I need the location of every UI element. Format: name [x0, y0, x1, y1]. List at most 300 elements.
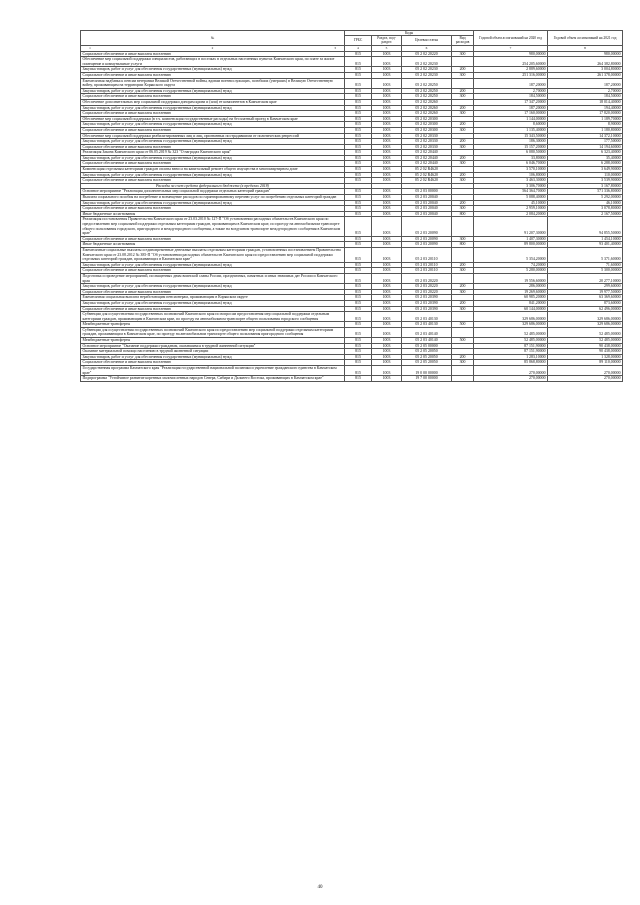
- row-amount-2021: 264 382,80000: [548, 57, 623, 67]
- row-grbs: 815: [345, 78, 372, 88]
- header-grbs: ГРБС: [345, 36, 372, 45]
- row-name: Основное мероприятие "Реализация дополнительных мер социальной поддержки отдельных категорий граждан": [81, 189, 345, 195]
- row-target-article: 05 2 05 20050: [402, 349, 452, 355]
- row-grbs: 815: [345, 268, 372, 274]
- row-amount-2020: 6 046,70000: [474, 161, 548, 167]
- row-amount-2021: 3 649,90000: [548, 167, 623, 173]
- row-target-article: 05 2 02 R4620: [402, 167, 452, 173]
- row-section: 1003: [372, 155, 402, 161]
- row-name: Компенсация отдельным категориям граждан оплаты взноса на капитальный ремонт общего имущества в многоквартирном доме: [81, 167, 345, 173]
- row-amount-2020: 564 364,70000: [474, 189, 548, 195]
- row-amount-2021: 1 189,70000: [548, 116, 623, 122]
- header-razdel: Раздел, под-раздел: [372, 36, 402, 45]
- row-section: 1003: [372, 200, 402, 206]
- row-target-article: 05 2 03 20390: [402, 300, 452, 306]
- row-expense-type: 200: [452, 172, 474, 178]
- row-name: Социальное обеспечение и иные выплаты населению: [81, 161, 345, 167]
- row-name: Обеспечение мер социальной поддержки специалистов, работающих в поселках в отдельных населенных пунктах Камчатского края, по плате за жилое помещение и коммунальные услуги: [81, 57, 345, 67]
- row-target-article: 05 2 03 20390: [402, 306, 452, 312]
- row-target-article: 05 2 02 20250: [402, 78, 452, 88]
- row-name: Реализация Закона Камчатского края от 06.05.2019 № 323 "О наградах Камчатского края": [81, 150, 345, 156]
- row-section: 1003: [372, 295, 402, 301]
- row-amount-2021: 177,50000: [548, 139, 623, 145]
- table-row: [81, 312, 623, 322]
- row-section: 1003: [372, 51, 402, 57]
- header-expense-type: Вид расходов: [452, 36, 474, 45]
- row-grbs: 815: [345, 206, 372, 212]
- row-amount-2021: 5 371,60000: [548, 247, 623, 262]
- row-expense-type: [452, 247, 474, 262]
- row-amount-2021: 17 820,00000: [548, 111, 623, 117]
- row-amount-2020: 106,80000: [474, 172, 548, 178]
- row-target-article: 19 0 00 00000: [402, 366, 452, 376]
- row-amount-2020: 89 800,00000: [474, 242, 548, 248]
- row-section: 1003: [372, 127, 402, 133]
- row-expense-type: 200: [452, 139, 474, 145]
- row-expense-type: 300: [452, 72, 474, 78]
- row-amount-2020: 45,10000: [474, 200, 548, 206]
- row-grbs: 815: [345, 366, 372, 376]
- row-grbs: 815: [345, 247, 372, 262]
- row-amount-2021: 571 336,80000: [548, 189, 623, 195]
- row-expense-type: [452, 57, 474, 67]
- row-amount-2021: 14 372,10000: [548, 133, 623, 139]
- row-name: Межбюджетные трансферты: [81, 322, 345, 328]
- row-amount-2020: 19 556,60000: [474, 273, 548, 283]
- row-amount-2021: 20 277,10000: [548, 273, 623, 283]
- row-amount-2021: 8,90000: [548, 122, 623, 128]
- row-amount-2021: 6 288,00000: [548, 161, 623, 167]
- row-expense-type: 200: [452, 122, 474, 128]
- row-amount-2020: 3 570,10000: [474, 167, 548, 173]
- row-grbs: 815: [345, 167, 372, 173]
- row-target-article: 05 2 03 20040: [402, 200, 452, 206]
- row-target-article: 19 7 00 00000: [402, 376, 452, 382]
- row-name: Подготовка и проведение мероприятий, посвященных дням воинской славы России, праздничных, памятных и иных значимых дат России и Камчатского края: [81, 273, 345, 283]
- row-amount-2020: 8,60000: [474, 122, 548, 128]
- row-amount-2021: 6 323,40000: [548, 150, 623, 156]
- row-grbs: 815: [345, 289, 372, 295]
- row-target-article: 05 2 02 20230: [402, 57, 452, 67]
- row-name: Реализация постановления Правительства Камчатского края от 23.03.2010 № 127-П "Об установлении расходных обязательств Камчатского края по предоставлению мер социальной поддержки отдельным категориям граждан, проживающим в Камчатском крае, по проезду на автомобильном транспорте общего пользования городского, пригородного и междугородного сообщения, а также на воздушном транспорте междугородного сообщения в Камчатском крае": [81, 217, 345, 236]
- row-target-article: 05 2 02 R4620: [402, 172, 452, 178]
- row-name: Закупка товаров, работ и услуг для обеспечения государственных (муниципальных) нужд: [81, 200, 345, 206]
- row-expense-type: 200: [452, 67, 474, 73]
- row-target-article: 05 2 02 R4620: [402, 178, 452, 184]
- row-target-article: 05 2 02 20250: [402, 88, 452, 94]
- row-amount-2021: 90 438,00000: [548, 349, 623, 355]
- row-name: Ежемесячные социальные выплаты и единовременные денежные выплаты отдельным категориям граждан, установленных постановлением Правительства Камчатского края от 23.08.2012 № 385-П "Об установлении расходных обязательств Камчатского края по предоставлению мер социальной поддержки отдельных категорий граждан, проживающих в Камчатском крае": [81, 247, 345, 262]
- row-section: 1003: [372, 300, 402, 306]
- row-amount-2021: 329 686,00000: [548, 312, 623, 322]
- row-name: Закупка товаров, работ и услуг для обеспечения государственных (муниципальных) нужд: [81, 262, 345, 268]
- row-section: 1003: [372, 206, 402, 212]
- table-row: [81, 273, 623, 283]
- row-amount-2020: 91 207,30000: [474, 217, 548, 236]
- row-target-article: 05 2 03 20220: [402, 289, 452, 295]
- row-target-article: 05 2 03 40140: [402, 338, 452, 344]
- row-grbs: 815: [345, 200, 372, 206]
- row-name: Ежемесячная надбавка к пенсии ветеранам Великой Отечественной войны, вдовам военнослужащих, погибших (умерших) в Великую Отечественную войну, проживающим на территории Корякского округа: [81, 78, 345, 88]
- row-grbs: 815: [345, 116, 372, 122]
- row-name: Иные бюджетные ассигнования: [81, 211, 345, 217]
- row-grbs: 815: [345, 306, 372, 312]
- row-amount-2020: 254 205,60000: [474, 57, 548, 67]
- row-amount-2021: 52 485,00000: [548, 338, 623, 344]
- table-row: [81, 57, 623, 67]
- row-amount-2020: 52 485,00000: [474, 338, 548, 344]
- row-grbs: 815: [345, 376, 372, 382]
- row-amount-2020: 5 088,40000: [474, 195, 548, 201]
- row-amount-2021: 3 004,80000: [548, 67, 623, 73]
- row-expense-type: 300: [452, 360, 474, 366]
- row-target-article: 05 2 03 40130: [402, 312, 452, 322]
- row-section: 1003: [372, 122, 402, 128]
- row-expense-type: 200: [452, 200, 474, 206]
- row-grbs: 815: [345, 349, 372, 355]
- row-section: 1003: [372, 167, 402, 173]
- row-section: 1003: [372, 247, 402, 262]
- row-amount-2021: 63 369,60000: [548, 295, 623, 301]
- row-amount-2020: 186,30000: [474, 139, 548, 145]
- row-target-article: 05 2 05 20050: [402, 354, 452, 360]
- row-name: Социальное обеспечение и иные выплаты населению: [81, 72, 345, 78]
- row-section: 1003: [372, 376, 402, 382]
- row-section: 1003: [372, 78, 402, 88]
- row-section: 1003: [372, 349, 402, 355]
- row-name: Основное мероприятие "Оказание поддержки гражданам, оказавшимся в трудной жизненной ситуации": [81, 343, 345, 349]
- row-name: Подпрограмма "Устойчивое развитие коренных малочисленных народов Севера, Сибири и Дальнего Востока, проживающих в Камчатском крае": [81, 376, 345, 382]
- row-section: 1003: [372, 178, 402, 184]
- row-amount-2020: 1 135,40000: [474, 127, 548, 133]
- row-section: 1003: [372, 343, 402, 349]
- row-amount-2020: 87 151,90000: [474, 343, 548, 349]
- row-section: 1003: [372, 312, 402, 322]
- row-grbs: 815: [345, 242, 372, 248]
- row-section: 1003: [372, 217, 402, 236]
- row-target-article: 05 2 03 20090: [402, 242, 452, 248]
- row-grbs: 815: [345, 57, 372, 67]
- row-name: Обеспечение дополнительных мер социальной поддержки донорам крови и (или) ее компонентов в Камчатском крае: [81, 99, 345, 105]
- row-amount-2020: 87 151,90000: [474, 349, 548, 355]
- row-amount-2021: 5 300,00000: [548, 268, 623, 274]
- row-expense-type: [452, 366, 474, 376]
- row-expense-type: [452, 376, 474, 382]
- row-expense-type: [452, 312, 474, 322]
- table-row: [81, 366, 623, 376]
- header-year-2021: Годовой объем ассигнований на 2021 год: [548, 31, 623, 46]
- row-expense-type: 300: [452, 144, 474, 150]
- page-number: 40: [317, 885, 323, 890]
- row-target-article: 05 2 02 20300: [402, 122, 452, 128]
- row-grbs: 815: [345, 343, 372, 349]
- row-target-article: 05 2 03 40130: [402, 322, 452, 328]
- row-amount-2020: 1 407,30000: [474, 236, 548, 242]
- row-grbs: 815: [345, 67, 372, 73]
- row-amount-2020: 1 144,00000: [474, 116, 548, 122]
- row-name: Закупка товаров, работ и услуг для обеспечения государственных (муниципальных) нужд: [81, 172, 345, 178]
- row-expense-type: 200: [452, 88, 474, 94]
- row-name: Социальное обеспечение и иные выплаты населению: [81, 268, 345, 274]
- row-grbs: 815: [345, 111, 372, 117]
- row-name: Социальное обеспечение и иные выплаты населению: [81, 206, 345, 212]
- row-section: 1003: [372, 133, 402, 139]
- row-name: Расходы за счет средств федерального бюджета (в пределах 2018): [81, 183, 345, 189]
- row-name: Ежемесячная социальная выплата неработающим пенсионерам, проживающим в Корякском округе: [81, 295, 345, 301]
- row-target-article: 05 2 03 20220: [402, 284, 452, 290]
- row-section: 1003: [372, 306, 402, 312]
- row-grbs: 815: [345, 273, 372, 283]
- row-target-article: 05 2 02 20330: [402, 133, 452, 139]
- row-grbs: 815: [345, 338, 372, 344]
- row-grbs: 815: [345, 122, 372, 128]
- row-grbs: 815: [345, 150, 372, 156]
- row-name: Социальное обеспечение и иные выплаты населению: [81, 289, 345, 295]
- row-name: Закупка товаров, работ и услуг для обеспечения государственных (муниципальных) нужд: [81, 354, 345, 360]
- row-amount-2021: 187,20000: [548, 78, 623, 88]
- row-amount-2021: 90 438,00000: [548, 343, 623, 349]
- row-target-article: 05 2 02 20330: [402, 144, 452, 150]
- row-amount-2021: 3 539,90000: [548, 178, 623, 184]
- row-name: Социальное обеспечение и иные выплаты населению: [81, 94, 345, 100]
- row-amount-2020: 17 347,20000: [474, 99, 548, 105]
- row-section: 1003: [372, 111, 402, 117]
- row-section: 1003: [372, 284, 402, 290]
- row-amount-2021: 980,00000: [548, 51, 623, 57]
- table-header: [81, 31, 623, 52]
- row-amount-2021: 5 292,00000: [548, 195, 623, 201]
- header-number: №: [81, 31, 345, 46]
- row-amount-2020: 5 280,00000: [474, 268, 548, 274]
- row-target-article: 05 2 02 20230: [402, 72, 452, 78]
- row-section: 1003: [372, 105, 402, 111]
- row-name: Межбюджетные трансферты: [81, 338, 345, 344]
- row-amount-2020: 33,80000: [474, 155, 548, 161]
- row-name: Закупка товаров, работ и услуг для обеспечения государственных (муниципальных) нужд: [81, 300, 345, 306]
- row-amount-2021: 299,60000: [548, 284, 623, 290]
- row-amount-2020: 17 160,00000: [474, 111, 548, 117]
- table-body: [81, 51, 623, 381]
- row-expense-type: 300: [452, 111, 474, 117]
- header-year-2020: Годовой объем ассигнований на 2020 год: [474, 31, 548, 46]
- row-amount-2020: 3 306,70000: [474, 183, 548, 189]
- row-target-article: 05 2 03 00000: [402, 189, 452, 195]
- row-section: 1003: [372, 139, 402, 145]
- row-section: 1003: [372, 268, 402, 274]
- row-section: 1003: [372, 99, 402, 105]
- row-expense-type: 300: [452, 306, 474, 312]
- row-target-article: 05 2 02 20220: [402, 51, 452, 57]
- column-number: 6: [402, 45, 452, 51]
- row-target-article: 05 2 03 20220: [402, 273, 452, 283]
- row-target-article: 05 2 03 20110: [402, 247, 452, 262]
- column-number: 8: [548, 45, 623, 51]
- row-target-article: 05 2 05 20050: [402, 360, 452, 366]
- table-row: [81, 327, 623, 337]
- row-amount-2020: 2 959,10000: [474, 206, 548, 212]
- row-section: 1003: [372, 67, 402, 73]
- row-name: Закупка товаров, работ и услуг для обеспечения государственных (муниципальных) нужд: [81, 105, 345, 111]
- row-grbs: 815: [345, 178, 372, 184]
- row-target-article: 05 2 02 20300: [402, 116, 452, 122]
- row-section: 1003: [372, 322, 402, 328]
- row-amount-2020: 286,00000: [474, 284, 548, 290]
- row-amount-2021: 270,00000: [548, 366, 623, 376]
- row-expense-type: [452, 273, 474, 283]
- row-target-article: 05 2 03 20110: [402, 268, 452, 274]
- row-grbs: 815: [345, 236, 372, 242]
- row-amount-2021: 93 401,40000: [548, 242, 623, 248]
- row-target-article: 05 2 02 20440: [402, 161, 452, 167]
- header-codes: Коды: [345, 31, 474, 36]
- column-number: 1 2 3: [81, 45, 345, 51]
- row-amount-2021: 62 496,00000: [548, 306, 623, 312]
- budget-table: [80, 30, 623, 382]
- column-number: 5: [372, 45, 402, 51]
- row-section: 1003: [372, 57, 402, 67]
- row-section: 1003: [372, 195, 402, 201]
- row-name: Закупка товаров, работ и услуг для обеспечения государственных (муниципальных) нужд: [81, 67, 345, 73]
- row-name: Оказание материальной помощи населению в трудной жизненной ситуации: [81, 349, 345, 355]
- row-amount-2020: 329 686,00000: [474, 322, 548, 328]
- row-section: 1003: [372, 236, 402, 242]
- row-expense-type: [452, 217, 474, 236]
- row-grbs: 815: [345, 262, 372, 268]
- row-name: Социальное обеспечение и иные выплаты населению: [81, 178, 345, 184]
- row-amount-2021: 35,40000: [548, 155, 623, 161]
- row-target-article: 05 2 05 00000: [402, 343, 452, 349]
- row-amount-2021: 94 855,50000: [548, 217, 623, 236]
- row-amount-2021: 3 078,80000: [548, 206, 623, 212]
- row-name: Субвенции для осуществления государственных полномочий Камчатского края по вопросам предоставления мер социальной поддержки отдельным категориям граждан, проживающим в Камчатском крае, по проезду на автомобильном транспорте общего пользования городского сообщения: [81, 312, 345, 322]
- row-section: 1003: [372, 88, 402, 94]
- row-amount-2021: 2,70000: [548, 88, 623, 94]
- row-section: 1003: [372, 150, 402, 156]
- row-name: Обеспечение мер социальной поддержки реабилитированных лиц и лиц, признанных пострадавшими от политических репрессий: [81, 133, 345, 139]
- row-amount-2020: 184,50000: [474, 94, 548, 100]
- row-grbs: 815: [345, 72, 372, 78]
- row-name: Выплата социального пособия на погребение и возмещение расходов по гарантированному перечню услуг по погребению отдельных категорий граждан: [81, 195, 345, 201]
- row-grbs: 815: [345, 217, 372, 236]
- row-amount-2020: 270,00000: [474, 376, 548, 382]
- row-amount-2021: 71,60000: [548, 262, 623, 268]
- row-expense-type: 300: [452, 206, 474, 212]
- row-amount-2021: 184,50000: [548, 94, 623, 100]
- row-name: Закупка товаров, работ и услуг для обеспечения государственных (муниципальных) нужд: [81, 88, 345, 94]
- table-row: [81, 376, 623, 382]
- row-expense-type: 800: [452, 211, 474, 217]
- row-expense-type: 300: [452, 236, 474, 242]
- row-amount-2020: 270,00000: [474, 366, 548, 376]
- row-grbs: 815: [345, 105, 372, 111]
- row-expense-type: 500: [452, 322, 474, 328]
- row-amount-2021: 329 686,00000: [548, 322, 623, 328]
- table-row: [81, 217, 623, 236]
- row-section: 1003: [372, 161, 402, 167]
- row-grbs: 815: [345, 300, 372, 306]
- row-grbs: 815: [345, 88, 372, 94]
- row-amount-2020: 2,70000: [474, 88, 548, 94]
- row-target-article: 05 2 02 20300: [402, 127, 452, 133]
- row-amount-2021: 18 014,40000: [548, 99, 623, 105]
- row-name: Социальное обеспечение и иные выплаты населению: [81, 144, 345, 150]
- row-amount-2020: 329 686,00000: [474, 312, 548, 322]
- row-amount-2021: 1 454,10000: [548, 236, 623, 242]
- row-grbs: 815: [345, 189, 372, 195]
- row-expense-type: 300: [452, 51, 474, 57]
- row-target-article: 05 2 02 20230: [402, 67, 452, 73]
- row-expense-type: 300: [452, 289, 474, 295]
- row-target-article: 05 2 03 20040: [402, 206, 452, 212]
- row-amount-2020: 52 485,00000: [474, 327, 548, 337]
- row-name: Социальное обеспечение и иные выплаты населению: [81, 127, 345, 133]
- row-section: 1003: [372, 116, 402, 122]
- row-name: Закупка товаров, работ и услуг для обеспечения государственных (муниципальных) нужд: [81, 155, 345, 161]
- row-amount-2020: 60 985,20000: [474, 295, 548, 301]
- row-section: 1003: [372, 338, 402, 344]
- row-section: 1003: [372, 189, 402, 195]
- row-amount-2020: 60 144,00000: [474, 306, 548, 312]
- row-section: 1003: [372, 211, 402, 217]
- row-amount-2020: 1 283,10000: [474, 354, 548, 360]
- table-row: [81, 78, 623, 88]
- row-section: 1003: [372, 144, 402, 150]
- row-expense-type: 300: [452, 161, 474, 167]
- row-name: Социальное обеспечение и иные выплаты населению: [81, 360, 345, 366]
- row-grbs: 815: [345, 161, 372, 167]
- row-target-article: 05 2 02 20260: [402, 99, 452, 105]
- row-grbs: 815: [345, 211, 372, 217]
- row-amount-2021: 261 378,00000: [548, 72, 623, 78]
- row-amount-2020: 187,20000: [474, 105, 548, 111]
- row-amount-2021: 19 977,50000: [548, 289, 623, 295]
- row-section: 1003: [372, 327, 402, 337]
- row-section: 1003: [372, 289, 402, 295]
- row-amount-2021: 14 194,60000: [548, 144, 623, 150]
- row-amount-2020: 15 343,50000: [474, 133, 548, 139]
- row-target-article: 05 2 03 20040: [402, 195, 452, 201]
- row-expense-type: 300: [452, 268, 474, 274]
- row-target-article: 05 2 03 20090: [402, 236, 452, 242]
- row-target-article: 05 2 02 20260: [402, 105, 452, 111]
- row-target-article: 05 2 03 40140: [402, 327, 452, 337]
- column-number: 7: [474, 45, 548, 51]
- row-expense-type: 200: [452, 262, 474, 268]
- row-grbs: 815: [345, 312, 372, 322]
- row-amount-2020: 85 868,80000: [474, 360, 548, 366]
- row-expense-type: 300: [452, 94, 474, 100]
- row-grbs: 815: [345, 127, 372, 133]
- row-amount-2021: 89 110,00000: [548, 360, 623, 366]
- row-name: Субвенции для осуществления государственных полномочий Камчатского края по предоставлению мер социальной поддержки отдельным категориям граждан, проживающим в Камчатском крае, по проезду на автомобильном транспорте общего пользования пригородного сообщения: [81, 327, 345, 337]
- row-amount-2020: 15 157,20000: [474, 144, 548, 150]
- row-grbs: 815: [345, 144, 372, 150]
- row-expense-type: 200: [452, 300, 474, 306]
- row-grbs: 815: [345, 195, 372, 201]
- row-section: 1003: [372, 366, 402, 376]
- row-expense-type: 300: [452, 178, 474, 184]
- row-section: 1003: [372, 172, 402, 178]
- row-grbs: 815: [345, 322, 372, 328]
- row-amount-2020: 841,20000: [474, 300, 548, 306]
- row-expense-type: [452, 78, 474, 88]
- row-target-article: 05 2 02 20440: [402, 155, 452, 161]
- row-grbs: 815: [345, 155, 372, 161]
- row-section: 1003: [372, 273, 402, 283]
- row-grbs: 815: [345, 94, 372, 100]
- table-row: [81, 247, 623, 262]
- row-expense-type: 200: [452, 284, 474, 290]
